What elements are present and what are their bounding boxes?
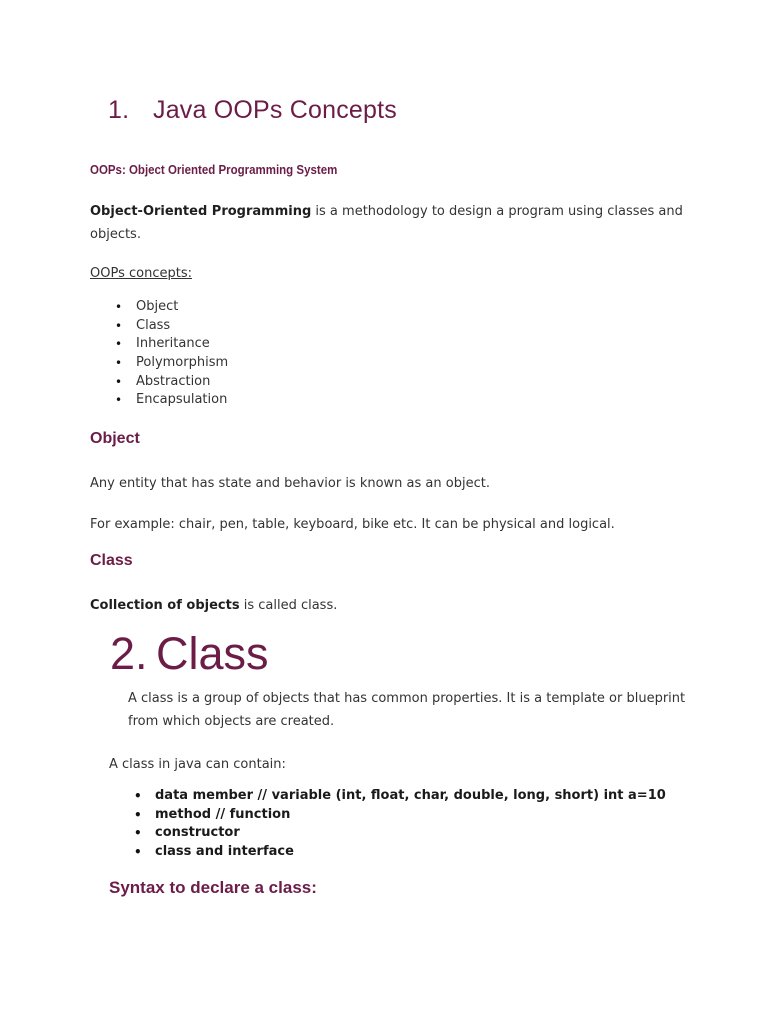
bullet-icon: • (115, 337, 123, 352)
syntax-heading: Syntax to declare a class: (109, 878, 317, 897)
intro-text: is a methodology to design a program using classes and objects. (90, 204, 683, 242)
list-item: • Class (136, 317, 228, 336)
heading-java-oops-concepts (108, 96, 397, 125)
object-heading: Object (90, 430, 140, 447)
bullet-icon: • (115, 318, 123, 333)
list-item: • method // function (155, 806, 666, 825)
heading-number: 1. (108, 96, 130, 124)
heading-class (110, 628, 269, 680)
class-definition: A class is a group of objects that has common properties. It is a template or blueprint from which objects are created. (128, 691, 686, 729)
list-item: • data member // variable (int, float, char, double, long, short) int a=10 (155, 787, 666, 806)
bullet-icon: • (115, 356, 123, 371)
list-item: • Object (136, 298, 228, 317)
object-definition: Any entity that has state and behavior is known as an object. (90, 476, 490, 491)
class-summary (90, 594, 337, 617)
list-item: • Abstraction (136, 373, 228, 392)
intro-bold-term: Object-Oriented Programming (90, 204, 312, 219)
bullet-icon: • (115, 393, 123, 408)
class-summary-text: is called class. (239, 598, 338, 613)
subtitle: OOPs: Object Oriented Programming System (90, 163, 338, 177)
bullet-icon: • (134, 789, 142, 803)
bullet-icon: • (134, 807, 142, 822)
concepts-list (115, 298, 229, 410)
bullet-icon: • (134, 826, 142, 841)
concepts-label: OOPs concepts: (90, 266, 192, 281)
list-item: • constructor (155, 824, 666, 843)
intro-paragraph (90, 200, 690, 246)
bullet-icon: • (115, 374, 123, 389)
list-item: • Inheritance (136, 335, 228, 354)
list-item: • Encapsulation (136, 391, 228, 410)
class-heading: Class (90, 552, 133, 569)
bullet-icon: • (115, 300, 123, 314)
object-example: For example: chair, pen, table, keyboard, bike etc. It can be physical and logical. (90, 517, 615, 532)
list-item: • class and interface (155, 843, 666, 862)
class-members-list (134, 787, 666, 862)
class-bold-term: Collection of objects (90, 598, 240, 613)
heading-number: 2. (110, 628, 148, 679)
heading-title: Class (156, 628, 269, 679)
class-contain-label: A class in java can contain: (109, 757, 286, 772)
bullet-icon: • (134, 845, 142, 860)
heading-title: Java OOPs Concepts (153, 96, 397, 124)
list-item: • Polymorphism (136, 354, 228, 373)
